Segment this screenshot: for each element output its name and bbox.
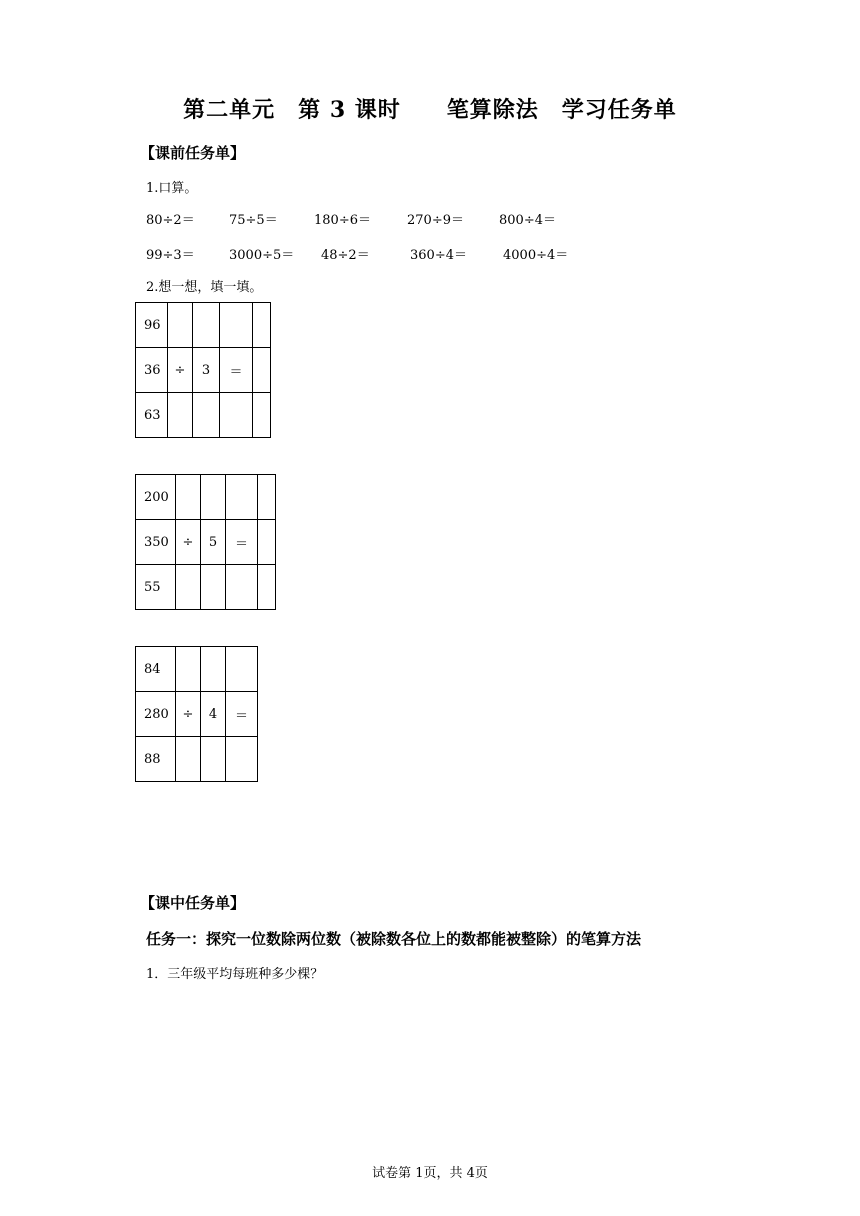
oral-calc-item: 180÷6＝ [314, 213, 371, 228]
page-footer: 试卷第 1页，共 4页 [372, 1166, 488, 1181]
blank-cell[interactable] [253, 393, 271, 438]
blank-cell[interactable] [193, 303, 220, 348]
equals-sign: ＝ [226, 692, 258, 737]
divide-sign: ÷ [168, 348, 193, 393]
blank-cell[interactable] [176, 737, 201, 782]
in-class-heading: 【课中任务单】 [140, 894, 246, 912]
blank-cell[interactable] [201, 475, 226, 520]
divisor-cell: 5 [201, 520, 226, 565]
blank-cell[interactable] [220, 393, 253, 438]
oral-calc-item: 48÷2＝ [321, 248, 370, 263]
oral-calc-item: 80÷2＝ [146, 213, 195, 228]
equals-sign: ＝ [220, 348, 253, 393]
table-cell: 36 [136, 348, 168, 393]
blank-cell[interactable] [168, 303, 193, 348]
answer-cell[interactable] [258, 520, 276, 565]
blank-cell[interactable] [201, 647, 226, 692]
blank-cell[interactable] [176, 647, 201, 692]
fill-in-table-3 [135, 646, 258, 782]
blank-cell[interactable] [258, 475, 276, 520]
page-title: 第二单元 第 3 课时 笔算除法 学习任务单 [183, 97, 677, 123]
divide-sign: ÷ [176, 692, 201, 737]
oral-calc-item: 800÷4＝ [499, 213, 556, 228]
blank-cell[interactable] [201, 565, 226, 610]
oral-calc-item: 3000÷5＝ [229, 248, 295, 263]
table-cell: 55 [136, 565, 176, 610]
oral-calc-item: 4000÷4＝ [503, 248, 569, 263]
divisor-cell: 3 [193, 348, 220, 393]
table-cell: 280 [136, 692, 176, 737]
table-cell: 63 [136, 393, 168, 438]
table-cell: 84 [136, 647, 176, 692]
table-cell: 200 [136, 475, 176, 520]
oral-calc-item: 270÷9＝ [407, 213, 464, 228]
table-cell: 350 [136, 520, 176, 565]
fill-in-table-2 [135, 474, 276, 610]
blank-cell[interactable] [193, 393, 220, 438]
answer-cell[interactable] [253, 348, 271, 393]
blank-cell[interactable] [176, 475, 201, 520]
task-1-question-1: 1．三年级平均每班种多少棵？ [146, 967, 324, 982]
pre-class-heading: 【课前任务单】 [140, 144, 246, 162]
blank-cell[interactable] [220, 303, 253, 348]
divide-sign: ÷ [176, 520, 201, 565]
blank-cell[interactable] [226, 475, 258, 520]
blank-cell[interactable] [226, 647, 258, 692]
oral-calc-item: 75÷5＝ [229, 213, 278, 228]
blank-cell[interactable] [258, 565, 276, 610]
divisor-cell: 4 [201, 692, 226, 737]
question-1-label: 1.口算。 [146, 181, 198, 196]
question-2-label: 2.想一想，填一填。 [146, 280, 263, 295]
blank-cell[interactable] [253, 303, 271, 348]
table-cell: 96 [136, 303, 168, 348]
oral-calc-item: 99÷3＝ [146, 248, 195, 263]
blank-cell[interactable] [226, 737, 258, 782]
table-cell: 88 [136, 737, 176, 782]
blank-cell[interactable] [226, 565, 258, 610]
oral-calc-item: 360÷4＝ [410, 248, 467, 263]
equals-sign: ＝ [226, 520, 258, 565]
fill-in-table-1 [135, 302, 271, 438]
task-1-heading: 任务一：探究一位数除两位数（被除数各位上的数都能被整除）的笔算方法 [146, 930, 642, 948]
blank-cell[interactable] [168, 393, 193, 438]
blank-cell[interactable] [176, 565, 201, 610]
blank-cell[interactable] [201, 737, 226, 782]
